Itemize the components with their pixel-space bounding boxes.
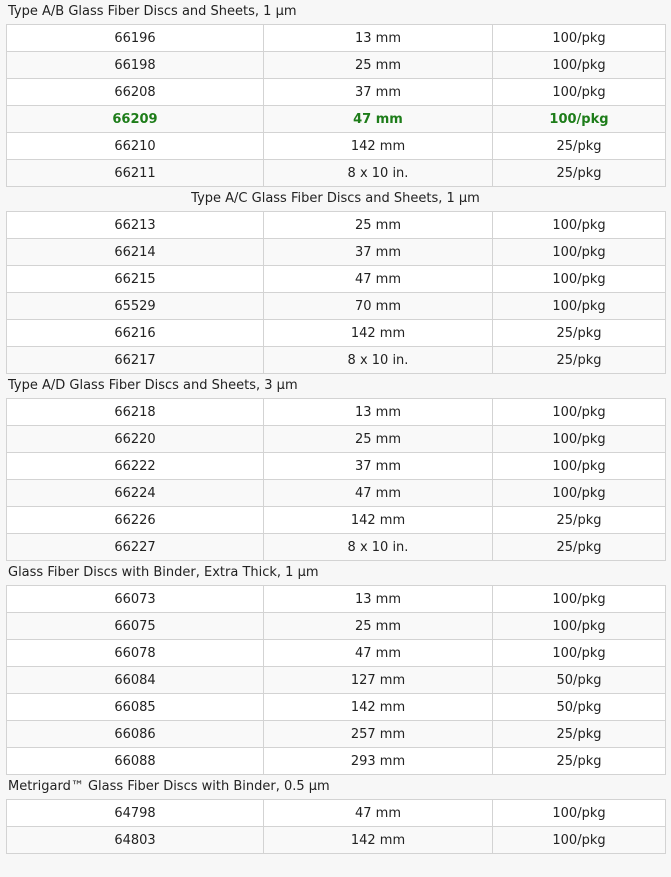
table-row: [7, 586, 666, 613]
table-row: [7, 212, 666, 239]
size-cell: 37 mm: [264, 239, 493, 266]
catalog-number-cell: 64803: [7, 827, 264, 854]
product-section: [0, 775, 671, 854]
catalog-number-cell: 66227: [7, 534, 264, 561]
quantity-cell: 100/pkg: [493, 613, 666, 640]
table-row: [7, 827, 666, 854]
quantity-cell: 100/pkg: [493, 293, 666, 320]
quantity-cell: 25/pkg: [493, 721, 666, 748]
quantity-cell: 100/pkg: [493, 800, 666, 827]
quantity-cell: 100/pkg: [493, 827, 666, 854]
quantity-cell: 50/pkg: [493, 667, 666, 694]
catalog-number-cell: 66084: [7, 667, 264, 694]
size-cell: 142 mm: [264, 694, 493, 721]
size-cell: 142 mm: [264, 507, 493, 534]
table-row: [7, 25, 666, 52]
size-cell: 47 mm: [264, 106, 493, 133]
product-table: [6, 24, 666, 187]
size-cell: 25 mm: [264, 613, 493, 640]
size-cell: 37 mm: [264, 453, 493, 480]
table-row: [7, 694, 666, 721]
catalog-number-cell: 66210: [7, 133, 264, 160]
table-row: [7, 453, 666, 480]
size-cell: 8 x 10 in.: [264, 534, 493, 561]
size-cell: 47 mm: [264, 640, 493, 667]
size-cell: 37 mm: [264, 79, 493, 106]
catalog-number-cell: 66086: [7, 721, 264, 748]
size-cell: 47 mm: [264, 480, 493, 507]
section-title: Glass Fiber Discs with Binder, Extra Thick, 1 µm: [0, 561, 671, 585]
quantity-cell: 25/pkg: [493, 160, 666, 187]
table-row: [7, 640, 666, 667]
catalog-number-cell: 66220: [7, 426, 264, 453]
table-row: [7, 426, 666, 453]
quantity-cell: 50/pkg: [493, 694, 666, 721]
quantity-cell: 25/pkg: [493, 534, 666, 561]
table-row: [7, 667, 666, 694]
table-row: [7, 293, 666, 320]
section-title: Type A/D Glass Fiber Discs and Sheets, 3 µm: [0, 374, 671, 398]
size-cell: 25 mm: [264, 426, 493, 453]
catalog-number-cell: 66218: [7, 399, 264, 426]
product-table: [6, 211, 666, 374]
table-row: [7, 507, 666, 534]
quantity-cell: 100/pkg: [493, 25, 666, 52]
table-row: [7, 800, 666, 827]
size-cell: 142 mm: [264, 827, 493, 854]
catalog-number-cell: 66073: [7, 586, 264, 613]
quantity-cell: 25/pkg: [493, 133, 666, 160]
product-table: [6, 799, 666, 854]
catalog-number-cell: 66222: [7, 453, 264, 480]
table-row: [7, 347, 666, 374]
table-row: [7, 106, 666, 133]
table-row: [7, 52, 666, 79]
table-row: [7, 239, 666, 266]
product-table: [6, 585, 666, 775]
size-cell: 127 mm: [264, 667, 493, 694]
size-cell: 13 mm: [264, 399, 493, 426]
section-title: Type A/C Glass Fiber Discs and Sheets, 1 µm: [0, 187, 671, 211]
catalog-number-cell: 66214: [7, 239, 264, 266]
size-cell: 142 mm: [264, 133, 493, 160]
catalog-number-cell: 66216: [7, 320, 264, 347]
catalog-number-cell: 66224: [7, 480, 264, 507]
table-row: [7, 399, 666, 426]
catalog-number-cell: 64798: [7, 800, 264, 827]
quantity-cell: 100/pkg: [493, 586, 666, 613]
table-row: [7, 266, 666, 293]
catalog-number-cell: 66226: [7, 507, 264, 534]
quantity-cell: 25/pkg: [493, 347, 666, 374]
size-cell: 47 mm: [264, 266, 493, 293]
table-row: [7, 160, 666, 187]
quantity-cell: 100/pkg: [493, 480, 666, 507]
quantity-cell: 100/pkg: [493, 399, 666, 426]
quantity-cell: 100/pkg: [493, 266, 666, 293]
product-section: [0, 561, 671, 775]
table-row: [7, 721, 666, 748]
size-cell: 293 mm: [264, 748, 493, 775]
section-title: Metrigard™ Glass Fiber Discs with Binder, 0.5 µm: [0, 775, 671, 799]
size-cell: 8 x 10 in.: [264, 347, 493, 374]
table-row: [7, 480, 666, 507]
size-cell: 25 mm: [264, 52, 493, 79]
product-section: [0, 0, 671, 187]
quantity-cell: 100/pkg: [493, 52, 666, 79]
catalog-number-cell: 66085: [7, 694, 264, 721]
size-cell: 70 mm: [264, 293, 493, 320]
quantity-cell: 25/pkg: [493, 748, 666, 775]
catalog-number-cell: 66198: [7, 52, 264, 79]
product-table: [6, 398, 666, 561]
size-cell: 13 mm: [264, 25, 493, 52]
quantity-cell: 100/pkg: [493, 426, 666, 453]
table-row: [7, 320, 666, 347]
size-cell: 47 mm: [264, 800, 493, 827]
catalog-number-cell: 66213: [7, 212, 264, 239]
quantity-cell: 100/pkg: [493, 453, 666, 480]
quantity-cell: 100/pkg: [493, 79, 666, 106]
quantity-cell: 100/pkg: [493, 640, 666, 667]
table-row: [7, 613, 666, 640]
table-row: [7, 133, 666, 160]
size-cell: 142 mm: [264, 320, 493, 347]
size-cell: 8 x 10 in.: [264, 160, 493, 187]
product-section: [0, 187, 671, 374]
table-row: [7, 748, 666, 775]
section-title: Type A/B Glass Fiber Discs and Sheets, 1 µm: [0, 0, 671, 24]
quantity-cell: 25/pkg: [493, 320, 666, 347]
product-section: [0, 374, 671, 561]
catalog-number-cell: 66217: [7, 347, 264, 374]
quantity-cell: 100/pkg: [493, 212, 666, 239]
catalog-number-cell: 66215: [7, 266, 264, 293]
size-cell: 257 mm: [264, 721, 493, 748]
size-cell: 13 mm: [264, 586, 493, 613]
catalog-number-cell: 66211: [7, 160, 264, 187]
catalog-number-cell: 66209: [7, 106, 264, 133]
catalog-number-cell: 66075: [7, 613, 264, 640]
size-cell: 25 mm: [264, 212, 493, 239]
table-row: [7, 79, 666, 106]
catalog-number-cell: 66196: [7, 25, 264, 52]
catalog-number-cell: 65529: [7, 293, 264, 320]
catalog-number-cell: 66088: [7, 748, 264, 775]
table-row: [7, 534, 666, 561]
catalog-number-cell: 66208: [7, 79, 264, 106]
catalog-number-cell: 66078: [7, 640, 264, 667]
quantity-cell: 25/pkg: [493, 507, 666, 534]
quantity-cell: 100/pkg: [493, 106, 666, 133]
quantity-cell: 100/pkg: [493, 239, 666, 266]
